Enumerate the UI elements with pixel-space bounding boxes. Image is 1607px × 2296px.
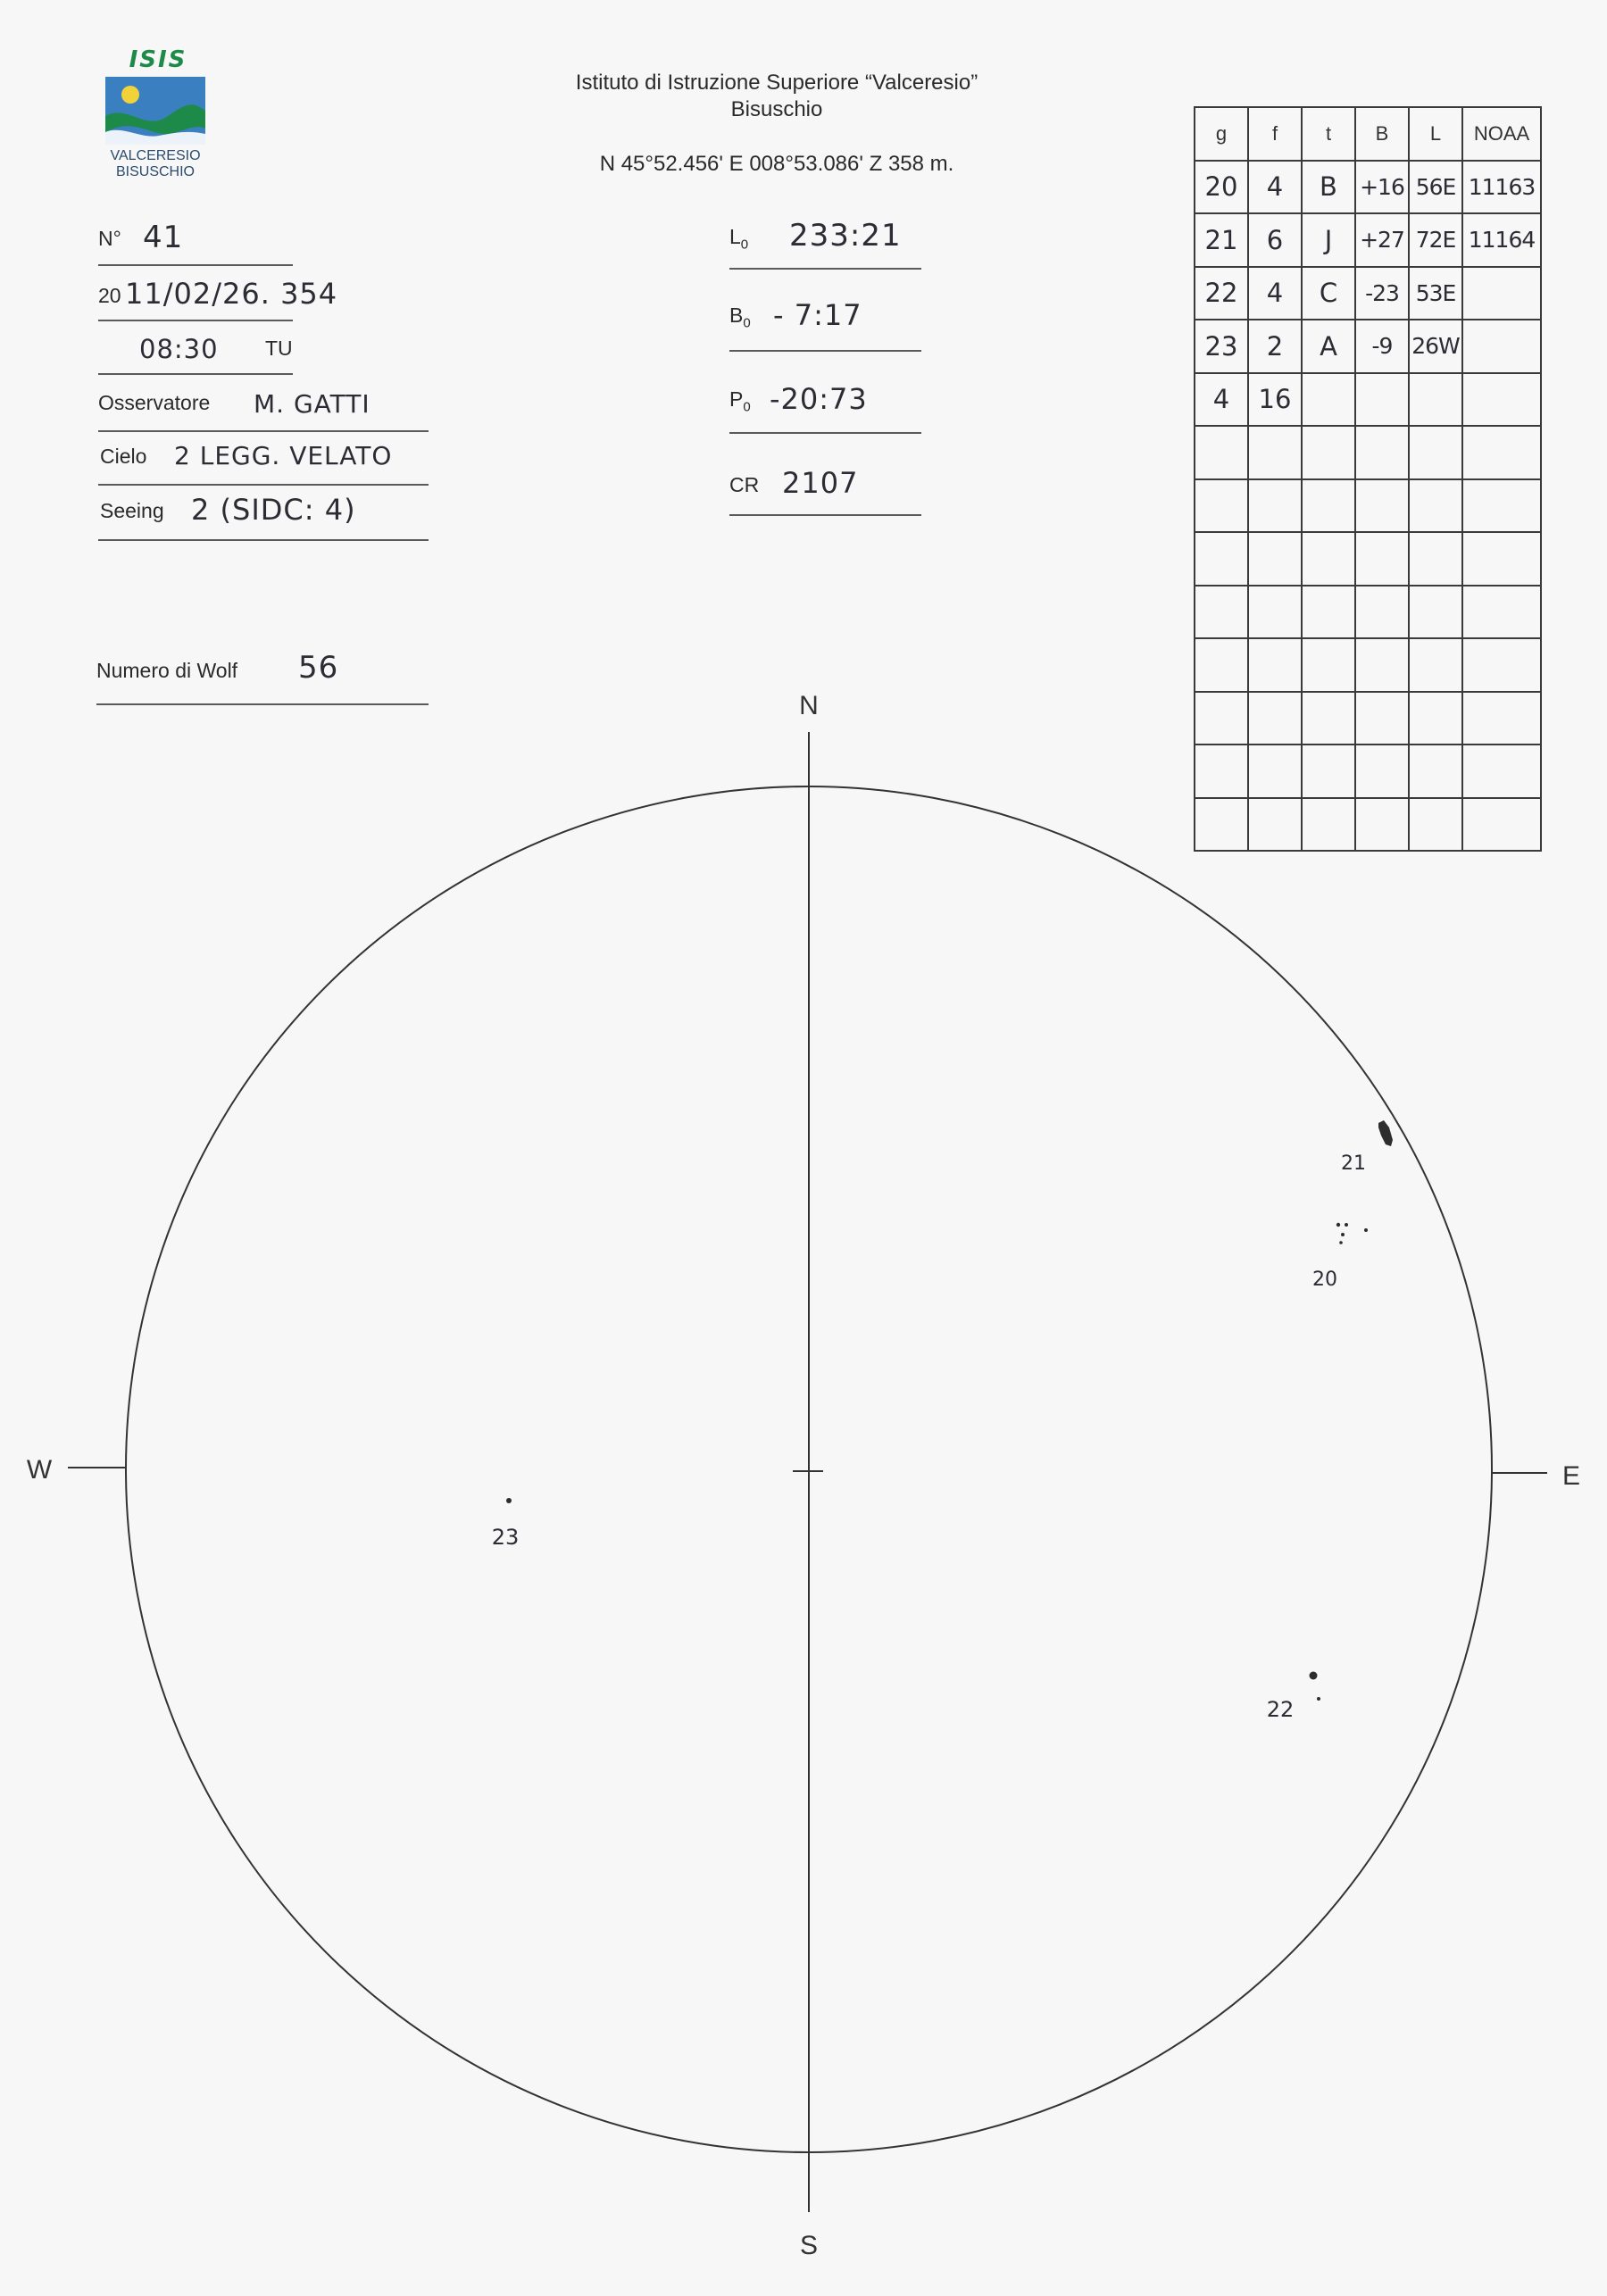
l0-label: $L_0$ [729, 225, 749, 253]
north-label: N [799, 691, 819, 720]
seeing-label: Seeing [100, 499, 164, 522]
col-f: f [1248, 107, 1302, 161]
table-cell-b: -23 [1355, 267, 1409, 320]
table-cell-g: 20 [1195, 161, 1248, 214]
l0-value: 233:21 [789, 218, 902, 254]
east-label: E [1561, 1461, 1581, 1491]
table-cell-noaa: 11164 [1462, 213, 1541, 267]
table-cell-g: 22 [1195, 267, 1248, 320]
sunspot-group-23-marks [506, 1498, 512, 1503]
b0-label: $B_0$ [729, 304, 751, 331]
table-cell-f: 4 [1248, 161, 1302, 214]
observer-label: Osservatore [98, 391, 211, 414]
date-value: 11/02/26. 354 [125, 277, 338, 311]
south-label: S [799, 2231, 819, 2260]
table-cell-t: B [1302, 161, 1355, 214]
observatory-coordinates: N 45°52.456' E 008°53.086' Z 358 m. [599, 152, 954, 176]
table-cell-g: 23 [1195, 320, 1248, 373]
table-cell-b: +27 [1355, 213, 1409, 267]
sunspot-group-21-label: 21 [1341, 1152, 1366, 1175]
logo-caption-line1: VALCERESIO [110, 148, 201, 163]
table-cell-b: +16 [1355, 161, 1409, 214]
col-noaa: NOAA [1462, 107, 1541, 161]
table-cell-t: C [1302, 267, 1355, 320]
sky-label: Cielo [100, 445, 147, 468]
time-value: 08:30 [139, 334, 219, 364]
school-name: Istituto di Istruzione Superiore “Valceresio” [575, 71, 978, 95]
table-cell-b: -9 [1355, 320, 1409, 373]
number-label: N° [98, 227, 121, 250]
table-cell-l: 53E [1409, 267, 1462, 320]
sunspot-group-21-marks [1378, 1120, 1393, 1146]
time-unit: TU [265, 337, 293, 360]
sunspot-group-22-label: 22 [1266, 1697, 1295, 1722]
school-town: Bisuschio [730, 97, 823, 121]
sunspot-group-22-marks [1310, 1672, 1321, 1701]
table-cell-f: 16 [1248, 373, 1302, 427]
logo-brand: ISIS [129, 46, 187, 73]
seeing-value: 2 (SIDC: 4) [191, 493, 356, 527]
table-cell-g: 21 [1195, 213, 1248, 267]
table-cell-t: A [1302, 320, 1355, 373]
sky-value: 2 LEGG. VELATO [174, 441, 393, 470]
sunspot-group-20-marks [1336, 1223, 1368, 1244]
table-cell-f: 6 [1248, 213, 1302, 267]
logo-caption-line2: BISUSCHIO [115, 164, 195, 179]
date-prefix: 20 [98, 284, 121, 307]
wolf-value: 56 [298, 650, 339, 686]
p0-label: $P_0$ [729, 387, 751, 415]
sunspot-group-23-label: 23 [491, 1525, 520, 1550]
col-g: g [1195, 107, 1248, 161]
table-cell-g: 4 [1195, 373, 1248, 427]
sunspot-group-20-label: 20 [1312, 1269, 1337, 1291]
p0-value: -20:73 [770, 382, 868, 416]
col-t: t [1302, 107, 1355, 161]
b0-value: - 7:17 [773, 298, 862, 332]
cr-label: CR [729, 473, 760, 496]
table-cell-l: 26W [1409, 320, 1462, 373]
table-cell-l: 72E [1409, 213, 1462, 267]
west-label: W [26, 1455, 53, 1485]
col-l: L [1409, 107, 1462, 161]
number-value: 41 [143, 220, 184, 255]
cr-value: 2107 [782, 466, 859, 500]
wolf-label: Numero di Wolf [96, 659, 238, 682]
table-cell-f: 2 [1248, 320, 1302, 373]
col-b: B [1355, 107, 1409, 161]
table-cell-t: J [1302, 213, 1355, 267]
observer-value: M. GATTI [254, 389, 371, 419]
table-cell-l: 56E [1409, 161, 1462, 214]
table-cell-f: 4 [1248, 267, 1302, 320]
table-cell-noaa: 11163 [1462, 161, 1541, 214]
